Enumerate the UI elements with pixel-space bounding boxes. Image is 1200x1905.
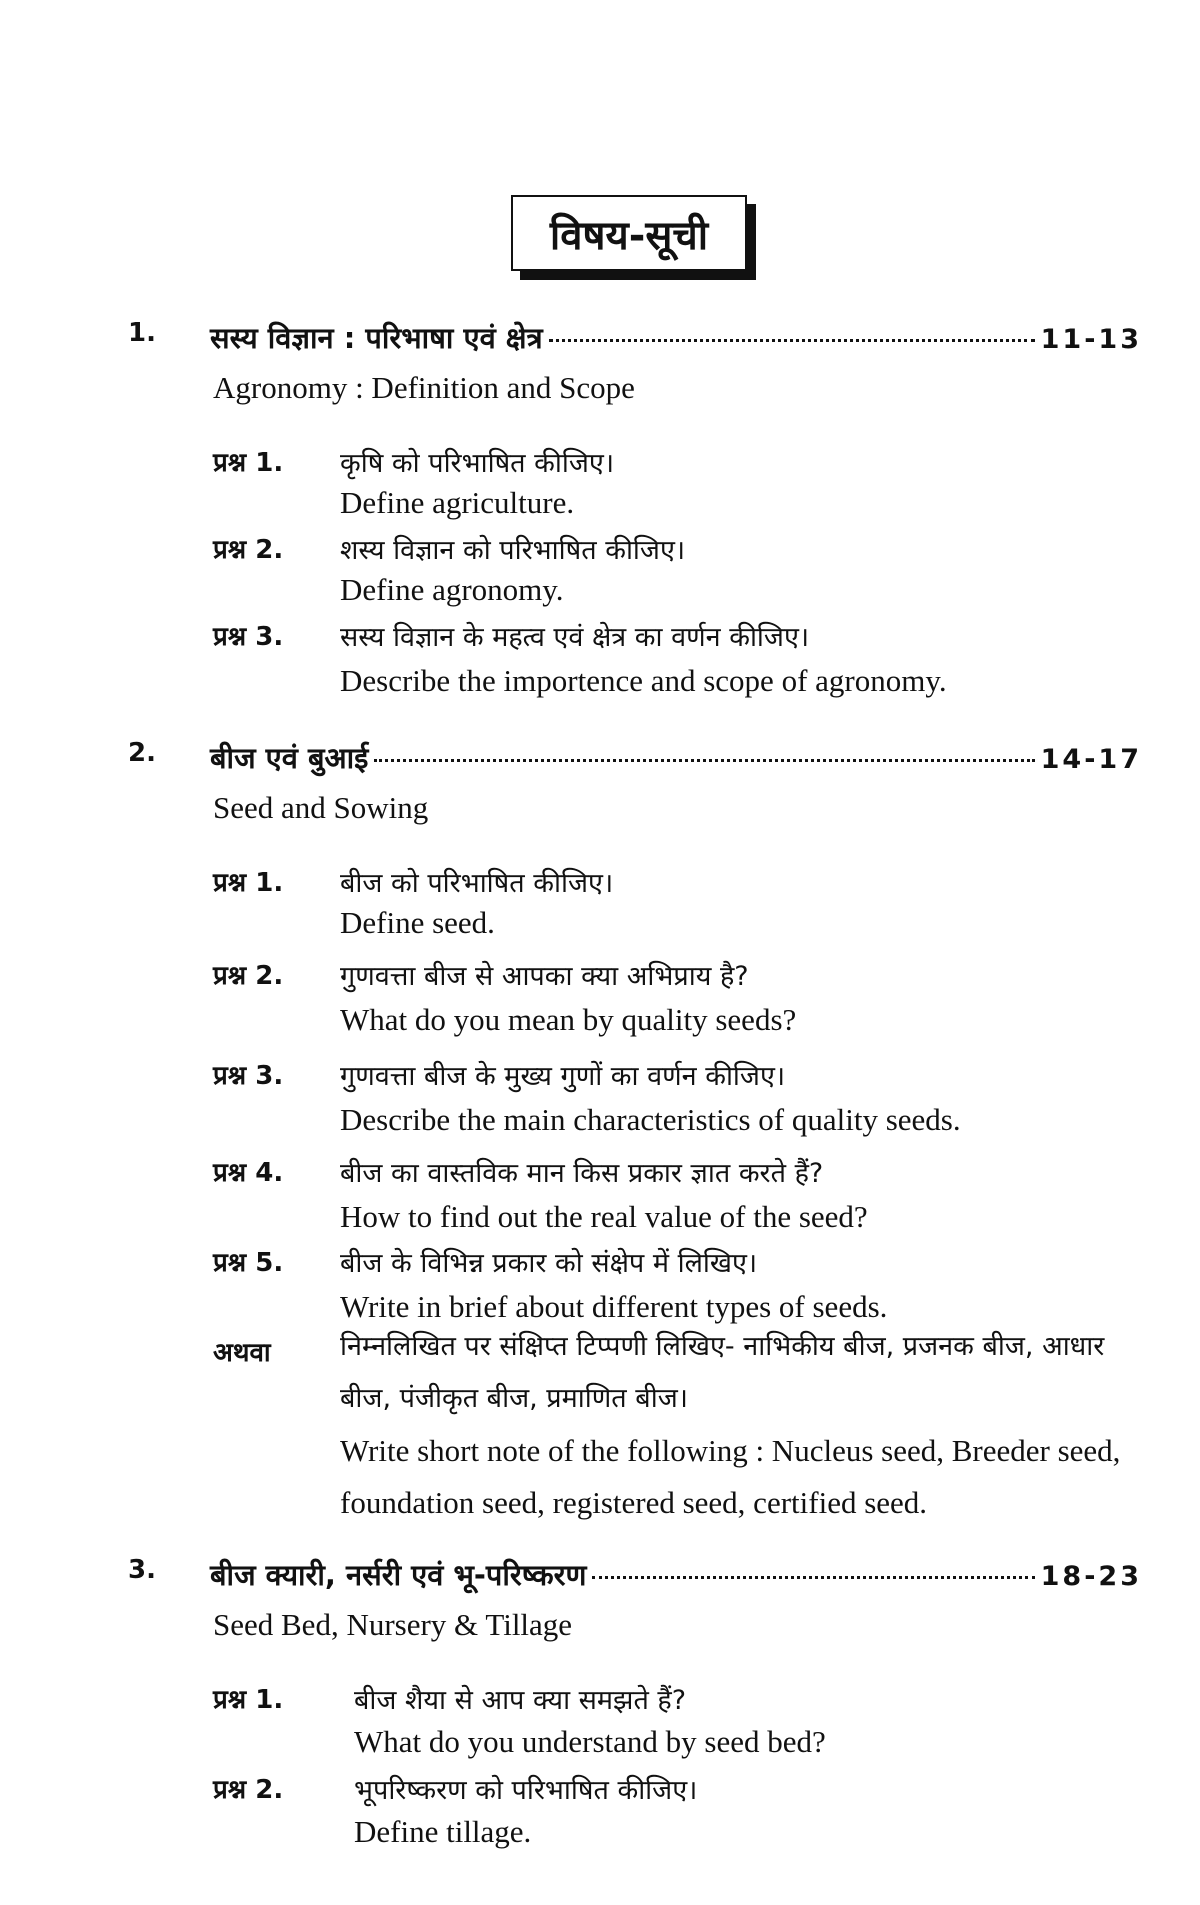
question-english: Define tillage. [354,1814,532,1849]
question-hindi: सस्य विज्ञान के महत्व एवं क्षेत्र का वर्णन कीजिए। [340,622,810,653]
question-label: प्रश्न 2. [213,961,284,991]
question-english: Define seed. [340,905,495,940]
question-english: Write in brief about different types of seeds. [340,1289,888,1324]
question-hindi: बीज के विभिन्न प्रकार को संक्षेप में लिखिए। [340,1248,758,1279]
question-label: प्रश्न 3. [213,622,284,652]
section-title-hindi: सस्य विज्ञान : परिभाषा एवं क्षेत्र [210,321,543,355]
question-hindi: बीज शैया से आप क्या समझते हैं? [354,1685,687,1716]
question-hindi: कृषि को परिभाषित कीजिए। [340,448,615,479]
page-title: विषय-सूची [511,195,747,271]
section-title-row [210,738,1142,777]
question-label: प्रश्न 2. [213,1775,284,1805]
section-heading [0,318,1200,358]
question-english: How to find out the real value of the seed? [340,1199,868,1234]
page-range: 11-13 [1040,324,1142,355]
toc-title-frame [511,195,747,271]
question-hindi: भूपरिष्करण को परिभाषित कीजिए। [354,1775,698,1806]
question-label: प्रश्न 2. [213,535,284,565]
section-title-hindi: बीज एवं बुआई [210,741,369,775]
dot-leader [592,1576,1034,1579]
section-number: 2. [128,738,156,768]
alternate-hindi: निम्नलिखित पर संक्षिप्त टिप्पणी लिखिए- नाभिकीय बीज, प्रजनक बीज, आधार बीज, पंजीकृत बीज, प्रमाणित बीज। [340,1331,1105,1414]
question-label: प्रश्न 4. [213,1158,284,1188]
page-range: 14-17 [1040,744,1142,775]
question-label: प्रश्न 1. [213,868,284,898]
dot-leader [549,339,1035,342]
question-hindi: गुणवत्ता बीज के मुख्य गुणों का वर्णन कीजिए। [340,1061,786,1092]
question-label: प्रश्न 5. [213,1248,284,1278]
question-english: Define agriculture. [340,485,575,520]
section-heading [0,1555,1200,1595]
section-2 [0,738,1200,1520]
question-hindi: गुणवत्ता बीज से आपका क्या अभिप्राय है? [340,961,749,992]
section-1 [0,318,1200,698]
question-hindi: बीज का वास्तविक मान किस प्रकार ज्ञात करते हैं? [340,1158,824,1189]
section-title-row [210,318,1142,357]
alternate-label: अथवा [213,1338,271,1368]
question-hindi: बीज को परिभाषित कीजिए। [340,868,614,899]
question-english: What do you mean by quality seeds? [340,1002,797,1037]
alternate-english: Write short note of the following : Nucleus seed, Breeder seed, foundation seed, registered seed, certified seed. [340,1433,1121,1520]
section-title-english: Agronomy : Definition and Scope [213,370,635,405]
question-hindi: शस्य विज्ञान को परिभाषित कीजिए। [340,535,686,566]
section-title-row [210,1555,1142,1594]
question-english: Describe the main characteristics of quality seeds. [340,1102,961,1137]
section-number: 1. [128,318,156,348]
section-3 [0,1555,1200,1849]
question-label: प्रश्न 1. [213,1685,284,1715]
question-english: What do you understand by seed bed? [354,1724,826,1759]
section-title-english: Seed and Sowing [213,790,429,825]
section-title-hindi: बीज क्यारी, नर्सरी एवं भू-परिष्करण [210,1558,587,1592]
section-number: 3. [128,1555,156,1585]
question-english: Define agronomy. [340,572,564,607]
question-label: प्रश्न 1. [213,448,284,478]
section-heading [0,738,1200,778]
page-range: 18-23 [1040,1561,1142,1592]
question-english: Describe the importence and scope of agronomy. [340,663,947,698]
question-label: प्रश्न 3. [213,1061,284,1091]
section-title-english: Seed Bed, Nursery & Tillage [213,1607,573,1642]
dot-leader [374,759,1034,762]
